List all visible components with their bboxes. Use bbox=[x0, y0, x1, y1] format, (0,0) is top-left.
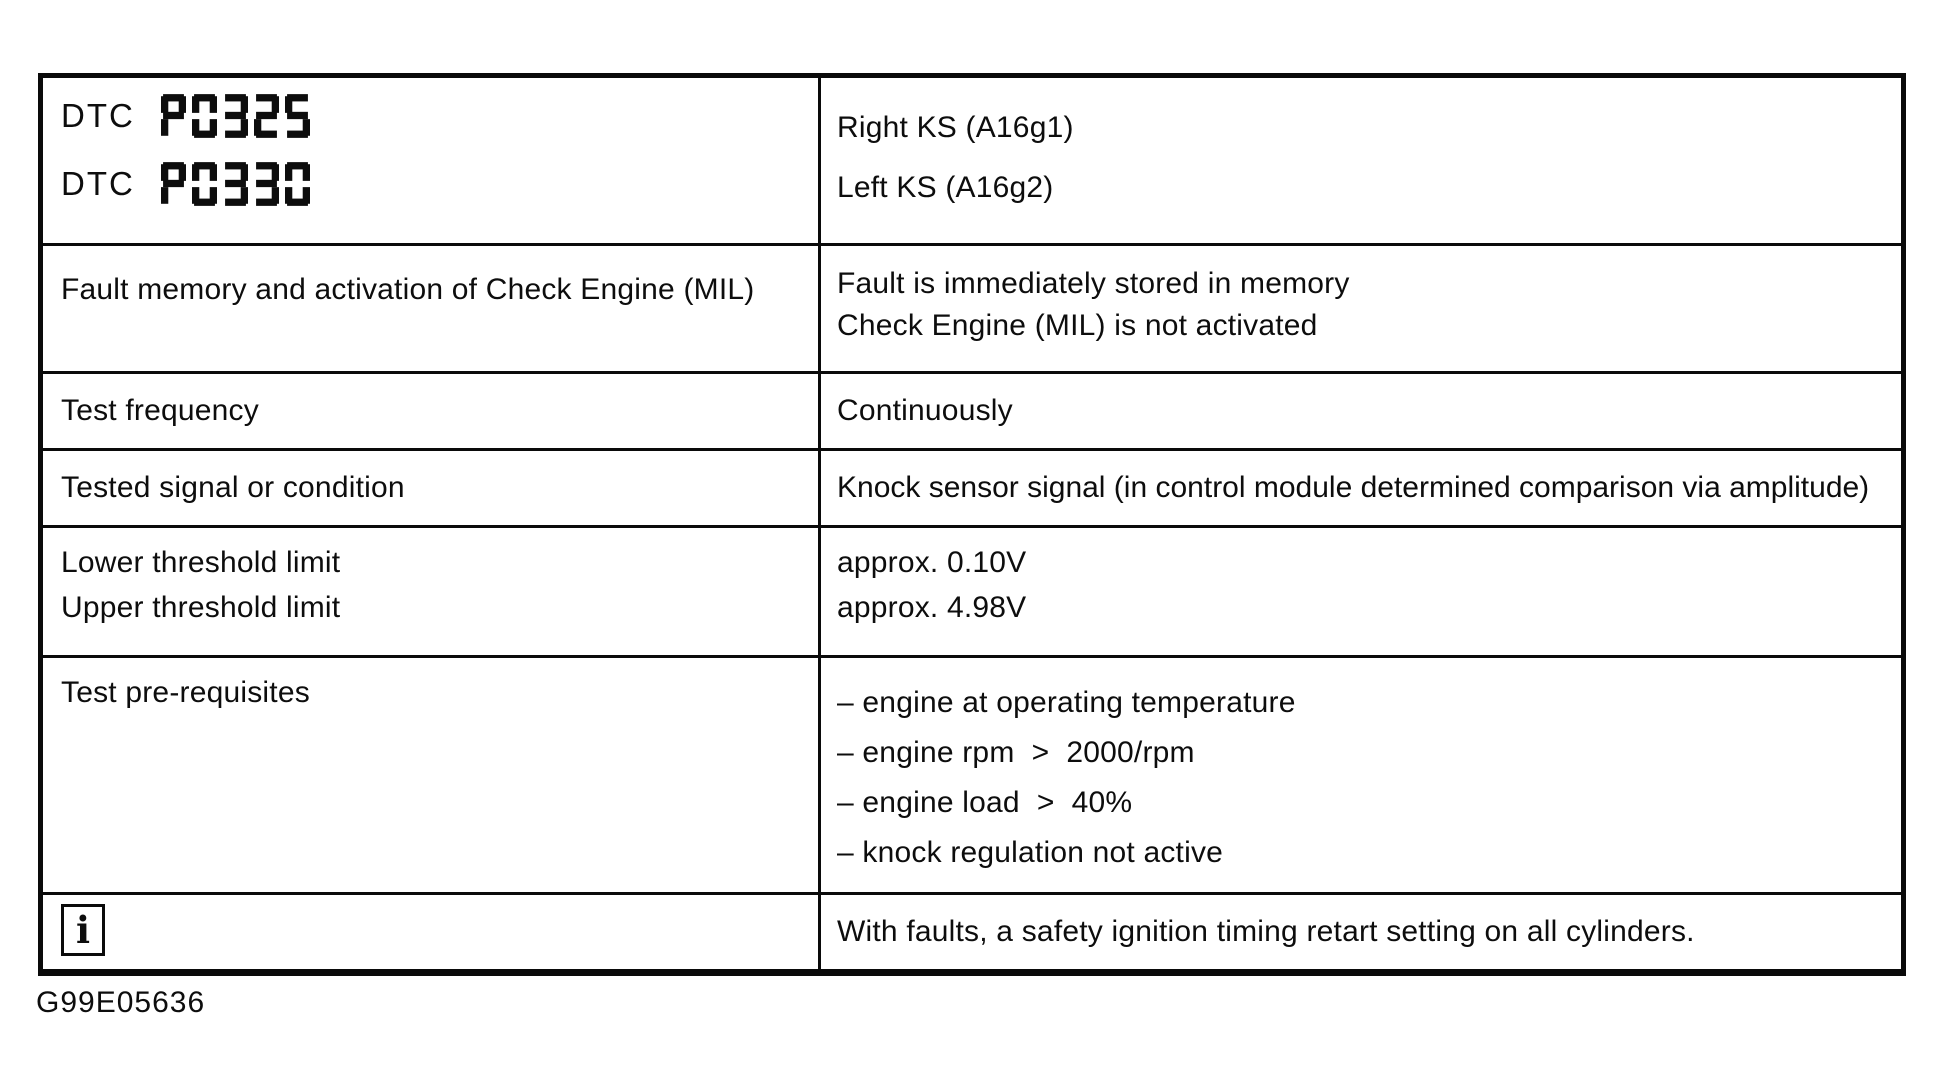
figure-id: G99E05636 bbox=[36, 986, 206, 1019]
table-row-dtc bbox=[43, 78, 1901, 246]
threshold-values-cell bbox=[821, 528, 1901, 655]
dtc-prefix-label: DTC bbox=[61, 97, 135, 134]
upper-threshold-label: Upper threshold limit bbox=[61, 591, 341, 624]
fault-memory-value-line: Check Engine (MIL) is not activated bbox=[837, 309, 1318, 342]
test-frequency-label-cell bbox=[43, 374, 821, 448]
fault-memory-value-cell bbox=[821, 246, 1901, 371]
table-row-test-frequency bbox=[43, 374, 1901, 451]
prerequisites-label-cell bbox=[43, 658, 821, 892]
dtc-code-display-1 bbox=[161, 94, 310, 138]
lower-threshold-label: Lower threshold limit bbox=[61, 546, 341, 579]
table-row-fault-memory bbox=[43, 246, 1901, 374]
tested-signal-value-cell bbox=[821, 451, 1901, 525]
table-row-tested-signal bbox=[43, 451, 1901, 528]
test-frequency-value: Continuously bbox=[837, 394, 1013, 427]
table-row-prerequisites bbox=[43, 658, 1901, 895]
info-icon-cell bbox=[43, 895, 821, 969]
prerequisites-list-cell bbox=[821, 658, 1901, 892]
info-note-cell bbox=[821, 895, 1901, 969]
fault-memory-label: Fault memory and activation of Check Engine (MIL) bbox=[61, 273, 755, 306]
tested-signal-value: Knock sensor signal (in control module determined comparison via amplitude) bbox=[837, 471, 1870, 504]
dtc-descriptions-cell bbox=[821, 78, 1901, 243]
tested-signal-label-cell bbox=[43, 451, 821, 525]
prerequisite-item: – knock regulation not active bbox=[837, 836, 1224, 869]
dtc-description-right-ks: Right KS (A16g1) bbox=[837, 111, 1074, 144]
dtc-code-display-2 bbox=[161, 162, 310, 206]
fault-memory-label-cell bbox=[43, 246, 821, 371]
prerequisite-item: – engine load > 40% bbox=[837, 786, 1133, 819]
table-row-info-note bbox=[43, 895, 1901, 969]
test-frequency-label: Test frequency bbox=[61, 394, 259, 427]
tested-signal-label: Tested signal or condition bbox=[61, 471, 405, 504]
info-icon: i bbox=[61, 904, 105, 956]
info-note-text: With faults, a safety ignition timing retart setting on all cylinders. bbox=[837, 915, 1695, 948]
dtc-codes-cell bbox=[43, 78, 821, 243]
prerequisite-item: – engine at operating temperature bbox=[837, 686, 1296, 719]
upper-threshold-value: approx. 4.98V bbox=[837, 591, 1027, 624]
dtc-description-left-ks: Left KS (A16g2) bbox=[837, 171, 1054, 204]
threshold-labels-cell bbox=[43, 528, 821, 655]
fault-memory-value-line: Fault is immediately stored in memory bbox=[837, 267, 1350, 300]
dtc-entry-2 bbox=[61, 154, 798, 214]
dtc-spec-table bbox=[38, 73, 1906, 976]
lower-threshold-value: approx. 0.10V bbox=[837, 546, 1027, 579]
prerequisites-label: Test pre-requisites bbox=[61, 676, 310, 709]
dtc-prefix-label: DTC bbox=[61, 165, 135, 202]
prerequisite-item: – engine rpm > 2000/rpm bbox=[837, 736, 1195, 769]
dtc-entry-1 bbox=[61, 86, 798, 146]
test-frequency-value-cell bbox=[821, 374, 1901, 448]
table-row-threshold-limits bbox=[43, 528, 1901, 658]
